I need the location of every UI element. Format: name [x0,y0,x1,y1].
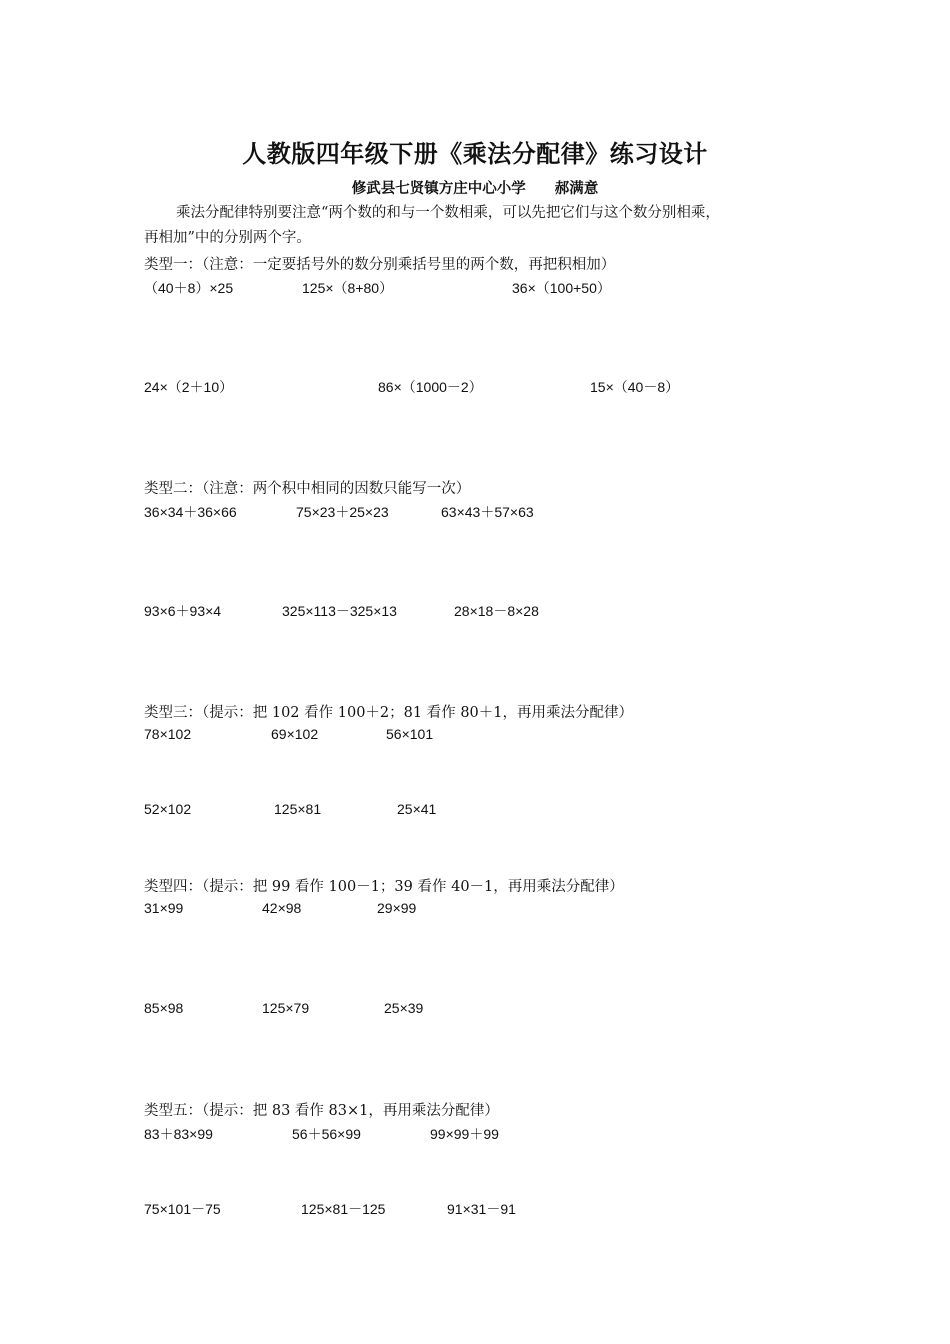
problem: 63×43＋57×63 [441,504,534,520]
intro-text-part1: 乘法分配律特别要注意“两个数的和与一个数相乘，可以先把它们与这个数分别相乘， [176,205,720,221]
intro-text-part2: 再相加”中的分别两个字。 [144,230,311,246]
problem: 325×113－325×13 [282,603,397,619]
section-5-heading: 类型五：（提示：把 83 看作 83×1，再用乘法分配律） [144,1103,499,1119]
problem: 125×81－125 [301,1201,386,1217]
problem: 85×98 [144,1000,184,1016]
intro-paragraph [144,201,814,251]
problem: 91×31－91 [447,1201,516,1217]
section-2-heading: 类型二：（注意：两个积中相同的因数只能写一次） [144,481,471,497]
problem: 36×（100+50） [512,280,611,296]
problem: 69×102 [271,726,319,742]
problem: 56＋56×99 [292,1126,361,1142]
problem: 28×18－8×28 [454,603,539,619]
problem: 125×81 [274,801,322,817]
problem: 125×（8+80） [302,280,394,296]
problem: 25×41 [397,801,437,817]
problem: 36×34＋36×66 [144,504,237,520]
problem: 75×101－75 [144,1201,221,1217]
problem: 93×6＋93×4 [144,603,222,619]
problem: 31×99 [144,900,184,916]
problem: 42×98 [262,900,302,916]
problem: 99×99＋99 [430,1126,499,1142]
problem: 75×23＋25×23 [296,504,389,520]
section-3-heading: 类型三：（提示：把 102 看作 100＋2；81 看作 80＋1，再用乘法分配律） [144,705,633,721]
problem: 83＋83×99 [144,1126,213,1142]
problem: 56×101 [386,726,434,742]
problem: 15×（40－8） [590,379,680,395]
problem: 78×102 [144,726,192,742]
section-4-heading: 类型四：（提示：把 99 看作 100－1；39 看作 40－1，再用乘法分配律） [144,879,624,895]
problem: （40＋8）×25 [144,280,234,296]
problem: 52×102 [144,801,192,817]
section-1-heading: 类型一：（注意：一定要括号外的数分别乘括号里的两个数，再把积相加） [144,257,616,273]
document-title: 人教版四年级下册《乘法分配律》练习设计 [242,140,708,168]
problem: 125×79 [262,1000,310,1016]
problem: 86×（1000－2） [378,379,483,395]
problem: 29×99 [377,900,417,916]
problem: 24×（2＋10） [144,379,234,395]
problem: 25×39 [384,1000,424,1016]
author-line: 修武县七贤镇方庄中心小学 郝满意 [351,181,599,197]
